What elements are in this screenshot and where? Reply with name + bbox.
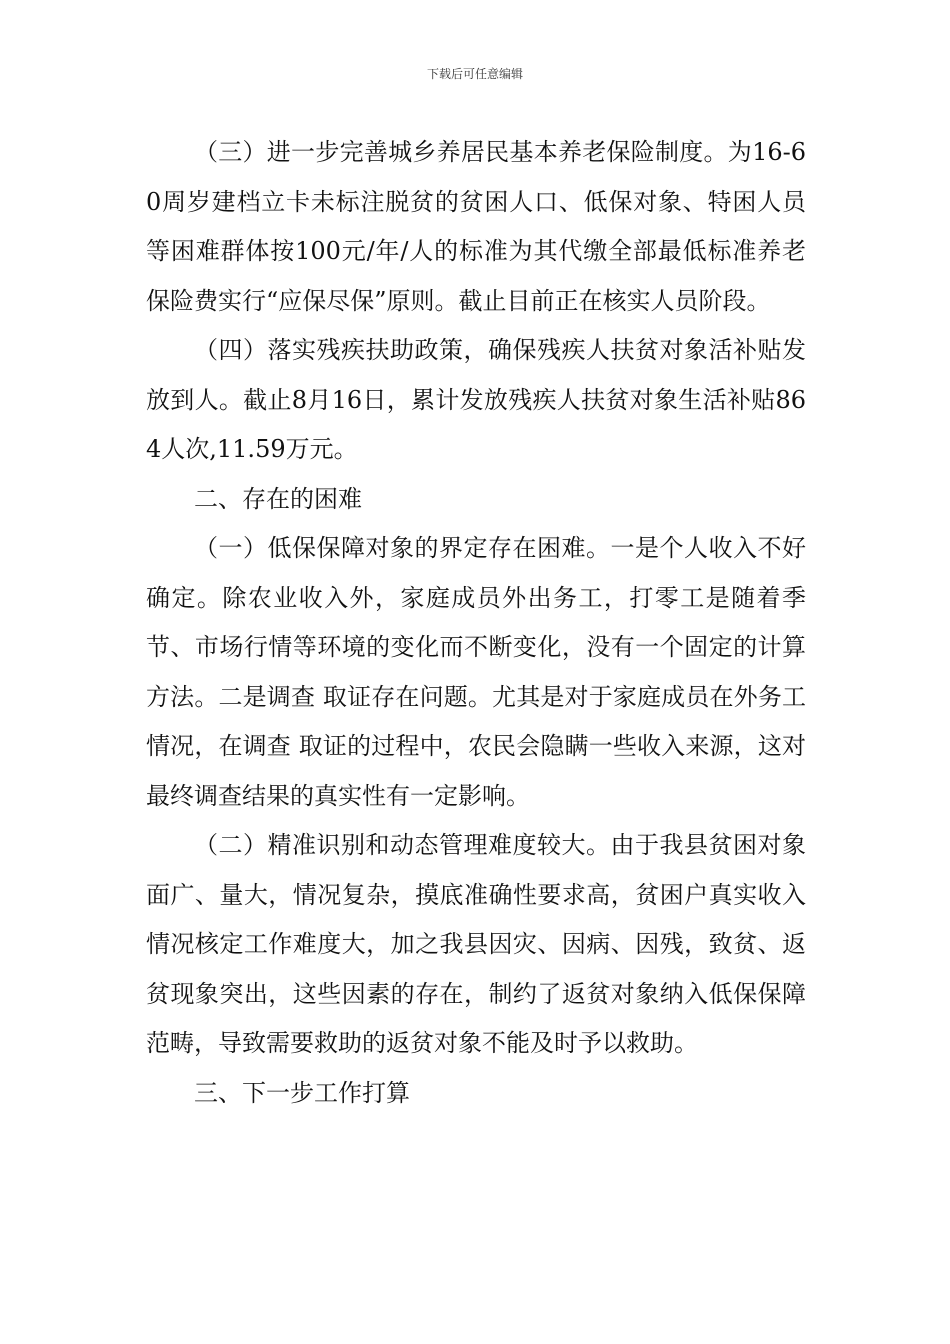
page-header-note: 下载后可任意编辑 — [426, 67, 523, 81]
paragraph-pension-insurance: （三）进一步完善城乡养居民基本养老保险制度。为16-60周岁建档立卡未标注脱贫的贫困人口、低保对象、特困人员等困难群体按100元/年/人的标准为其代缴全部最低标准养老保险费实行“应保尽保”原则。截止目前正在核实人员阶段。 — [146, 138, 806, 315]
paragraph-difficulty-precise-identification: （二）精准识别和动态管理难度较大。由于我县贫困对象面广、量大，情况复杂，摸底准确性要求高，贫困户真实收入情况核定工作难度大，加之我县因灾、因病、因残，致贫、返贫现象突出，这些因素的存在，制约了返贫对象纳入低保保障范畴，导致需要救助的返贫对象不能及时予以救助。 — [146, 831, 806, 1057]
section-heading-difficulties: 二、存在的困难 — [194, 484, 362, 513]
section-heading-next-steps: 三、下一步工作打算 — [194, 1078, 410, 1107]
paragraph-difficulty-low-income-definition: （一）低保保障对象的界定存在困难。一是个人收入不好确定。除农业收入外，家庭成员外出务工，打零工是随着季节、市场行情等环境的变化而不断变化，没有一个固定的计算方法。二是调查 取证存在问题。尤其是对于家庭成员在外务工情况，在调查 取证的过程中，农民会隐瞒一些收入来源，这对最终调查结果的真实性有一定影响。 — [146, 534, 806, 810]
document-body — [146, 128, 806, 1118]
paragraph-disability-support: （四）落实残疾扶助政策，确保残疾人扶贫对象活补贴发放到人。截止8月16日，累计发放残疾人扶贫对象生活补贴864人次,11.59万元。 — [146, 336, 806, 463]
